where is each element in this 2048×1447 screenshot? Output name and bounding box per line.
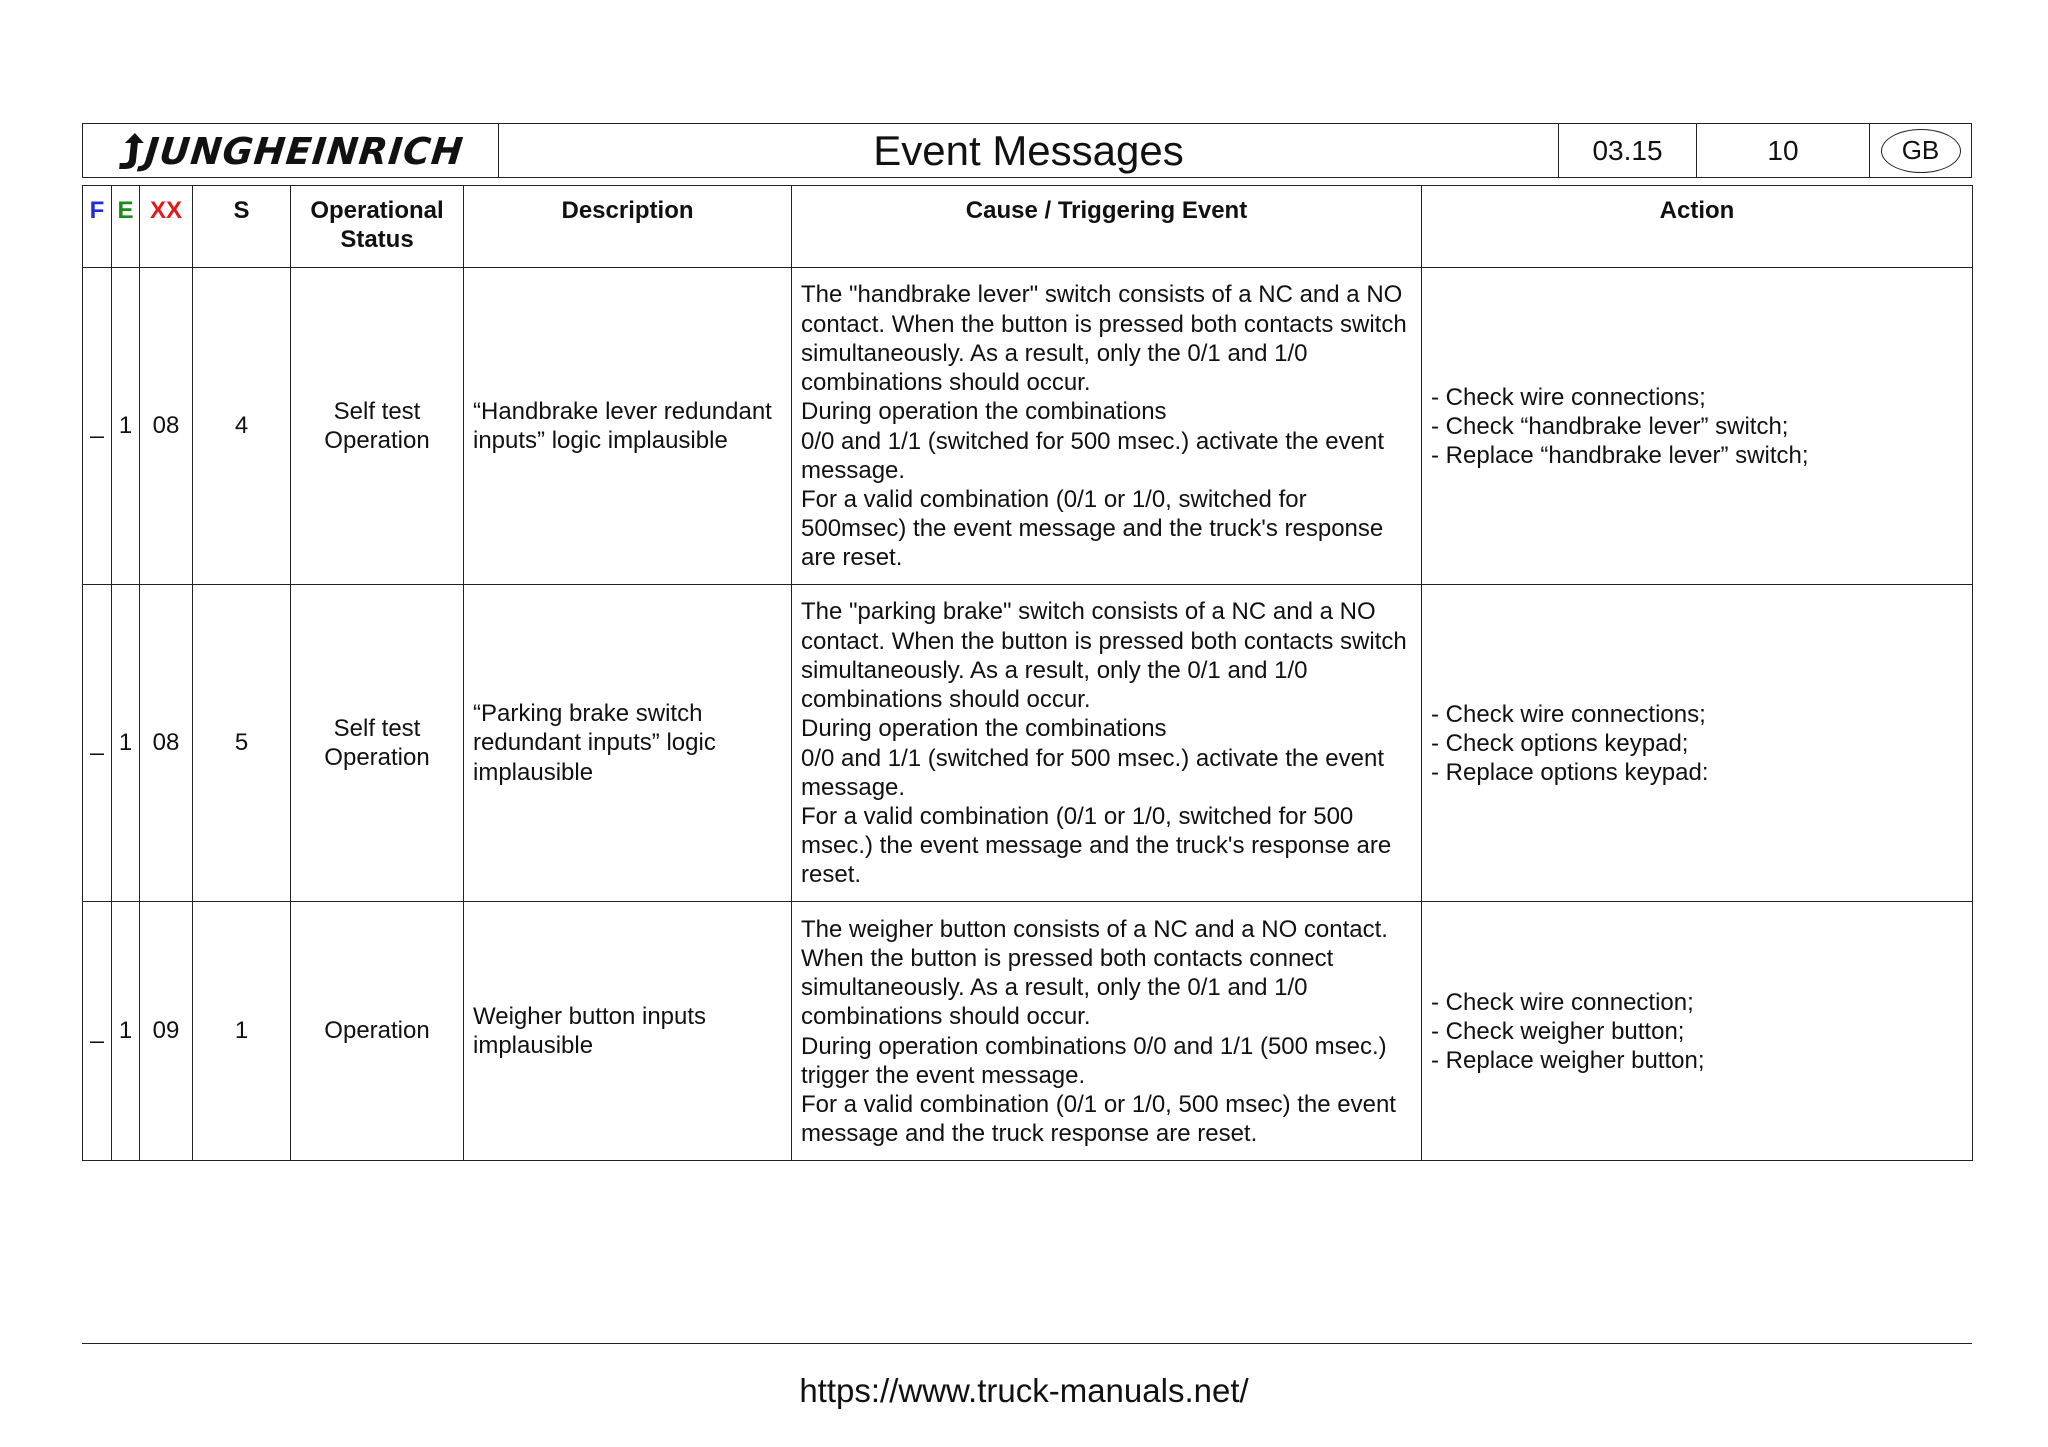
cell-description: “Parking brake switch redundant inputs” logic implausible	[464, 585, 792, 902]
table-row	[83, 902, 1973, 1161]
cell-s: 5	[193, 585, 291, 902]
col-header-action: Action	[1422, 186, 1973, 268]
language-badge: GB	[1881, 129, 1961, 173]
col-header-f: F	[83, 186, 112, 268]
cell-cause: The weigher button consists of a NC and a NO contact. When the button is pressed both contacts connect simultaneously. As a result, only the 0/1 and 1/0 combinations should occur. During operation combinations 0/0 and 1/1 (500 msec.) trigger the event message. For a valid combination (0/1 or 1/0, 500 msec) the event message and the truck response are reset.	[792, 902, 1422, 1161]
cell-action: - Check wire connection; - Check weigher button; - Replace weigher button;	[1422, 902, 1973, 1161]
cell-e: 1	[112, 585, 140, 902]
table-header-row	[83, 186, 1973, 268]
cell-action: - Check wire connections; - Check “handbrake lever” switch; - Replace “handbrake lever” switch;	[1422, 268, 1973, 585]
brand-logo-cell	[83, 124, 499, 177]
col-header-xx: XX	[140, 186, 193, 268]
cell-xx: 08	[140, 268, 193, 585]
table-row	[83, 585, 1973, 902]
footer-link[interactable]: https://www.truck-manuals.net/	[799, 1372, 1249, 1409]
col-header-s: S	[193, 186, 291, 268]
document-date: 03.15	[1559, 124, 1697, 177]
cell-xx: 08	[140, 585, 193, 902]
cell-description: “Handbrake lever redundant inputs” logic implausible	[464, 268, 792, 585]
cell-cause: The "handbrake lever" switch consists of a NC and a NO contact. When the button is pressed both contacts switch simultaneously. As a result, only the 0/1 and 1/0 combinations should occur. During operation the combinations 0/0 and 1/1 (switched for 500 msec.) activate the event message. For a valid combination (0/1 or 1/0, switched for 500msec) the event message and the truck's response are reset.	[792, 268, 1422, 585]
col-header-status: Operational Status	[291, 186, 464, 268]
event-messages-table	[82, 185, 1973, 1161]
brand-name: JUNGHEINRICH	[142, 129, 467, 172]
cell-e: 1	[112, 268, 140, 585]
cell-f: _	[83, 902, 112, 1161]
page-number: 10	[1697, 124, 1870, 177]
cell-status: Operation	[291, 902, 464, 1161]
col-header-e: E	[112, 186, 140, 268]
cell-xx: 09	[140, 902, 193, 1161]
table-row	[83, 268, 1973, 585]
col-header-description: Description	[464, 186, 792, 268]
col-header-cause: Cause / Triggering Event	[792, 186, 1422, 268]
cell-action: - Check wire connections; - Check options keypad; - Replace options keypad:	[1422, 585, 1973, 902]
document-header	[82, 123, 1972, 178]
brand-logo	[115, 131, 466, 171]
cell-e: 1	[112, 902, 140, 1161]
cell-status: Self test Operation	[291, 585, 464, 902]
cell-cause: The "parking brake" switch consists of a NC and a NO contact. When the button is pressed both contacts switch simultaneously. As a result, only the 0/1 and 1/0 combinations should occur. During operation the combinations 0/0 and 1/1 (switched for 500 msec.) activate the event message. For a valid combination (0/1 or 1/0, switched for 500 msec.) the event message and the truck's response are reset.	[792, 585, 1422, 902]
language-cell	[1870, 124, 1971, 177]
footer-divider	[82, 1343, 1972, 1344]
page-title: Event Messages	[499, 124, 1559, 177]
cell-description: Weigher button inputs implausible	[464, 902, 792, 1161]
cell-status: Self test Operation	[291, 268, 464, 585]
cell-s: 1	[193, 902, 291, 1161]
cell-f: _	[83, 585, 112, 902]
cell-s: 4	[193, 268, 291, 585]
cell-f: _	[83, 268, 112, 585]
